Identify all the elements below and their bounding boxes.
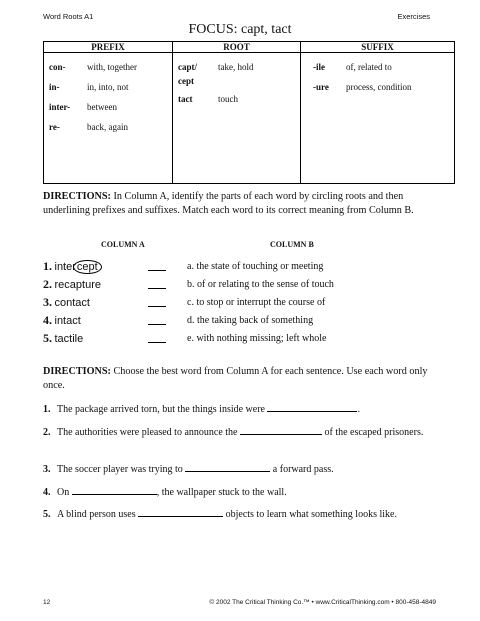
prefix-row: con- with, together bbox=[49, 62, 137, 72]
column-a-item-2: 2. recapture bbox=[43, 277, 101, 291]
suffix-row: -ile of, related to bbox=[313, 62, 392, 72]
sentence-blank[interactable] bbox=[267, 401, 357, 412]
sentence-1: 1. The package arrived torn, but the things inside were . bbox=[43, 401, 433, 418]
answer-blank[interactable] bbox=[148, 324, 166, 325]
sentence-blank[interactable] bbox=[185, 461, 270, 472]
root-row: tact touch bbox=[178, 94, 238, 104]
sentence-5: 5. A blind person uses objects to learn what something looks like. bbox=[43, 506, 433, 523]
suffix-cell bbox=[301, 53, 455, 184]
header-left: Word Roots A1 bbox=[43, 12, 94, 21]
root-row-cont: cept bbox=[178, 76, 194, 86]
prefix-row: inter- between bbox=[49, 102, 117, 112]
column-b-item: c. to stop or interrupt the course of bbox=[187, 297, 326, 308]
column-b-header: COLUMN B bbox=[270, 240, 314, 249]
answer-blank[interactable] bbox=[148, 270, 166, 271]
prefix-header: PREFIX bbox=[44, 42, 173, 53]
copyright: © 2002 The Critical Thinking Co.™ • www.CriticalThinking.com • 800-458-4849 bbox=[209, 599, 436, 606]
word-parts-table bbox=[43, 41, 455, 184]
column-b-item: b. of or relating to the sense of touch bbox=[187, 279, 334, 290]
sentence-blank[interactable] bbox=[72, 484, 157, 495]
sentence-3: 3. The soccer player was trying to a forward pass. bbox=[43, 461, 433, 478]
directions-matching: DIRECTIONS: In Column A, identify the parts of each word by circling roots and then underlining prefixes and suffixes. Match each word to its correct meaning from Column B. bbox=[43, 191, 414, 216]
column-b-item: a. the state of touching or meeting bbox=[187, 261, 324, 272]
root-row: capt/ take, hold bbox=[178, 62, 254, 72]
column-a-item-5: 5. tactile bbox=[43, 331, 84, 345]
prefix-cell bbox=[44, 53, 173, 184]
prefix-row: in- in, into, not bbox=[49, 82, 129, 92]
column-a-item-3: 3. contact bbox=[43, 295, 90, 309]
answer-blank[interactable] bbox=[148, 306, 166, 307]
header-right: Exercises bbox=[397, 12, 430, 21]
suffix-row: -ure process, condition bbox=[313, 82, 412, 92]
answer-blank[interactable] bbox=[148, 288, 166, 289]
sentence-2: 2. The authorities were pleased to announce the of the escaped prisoners. bbox=[43, 424, 433, 441]
answer-blank[interactable] bbox=[148, 342, 166, 343]
sentence-blank[interactable] bbox=[138, 506, 223, 517]
page-title: FOCUS: capt, tact bbox=[188, 22, 292, 37]
page-number: 12 bbox=[43, 599, 51, 606]
root-header: ROOT bbox=[173, 42, 301, 53]
root-cell bbox=[173, 53, 301, 184]
root-circle: cept bbox=[73, 260, 102, 274]
suffix-header: SUFFIX bbox=[301, 42, 455, 53]
column-a-header: COLUMN A bbox=[101, 240, 145, 249]
column-a-item-4: 4. intact bbox=[43, 313, 81, 327]
column-a-item-1: 1. intercept bbox=[43, 259, 102, 274]
column-b-item: e. with nothing missing; left whole bbox=[187, 333, 327, 344]
directions-sentences: DIRECTIONS: Choose the best word from Column A for each sentence. Use each word only once. bbox=[43, 366, 428, 391]
prefix-row: re- back, again bbox=[49, 122, 128, 132]
column-b-item: d. the taking back of something bbox=[187, 315, 314, 326]
sentence-4: 4. On , the wallpaper stuck to the wall. bbox=[43, 484, 433, 501]
sentence-blank[interactable] bbox=[240, 424, 322, 435]
